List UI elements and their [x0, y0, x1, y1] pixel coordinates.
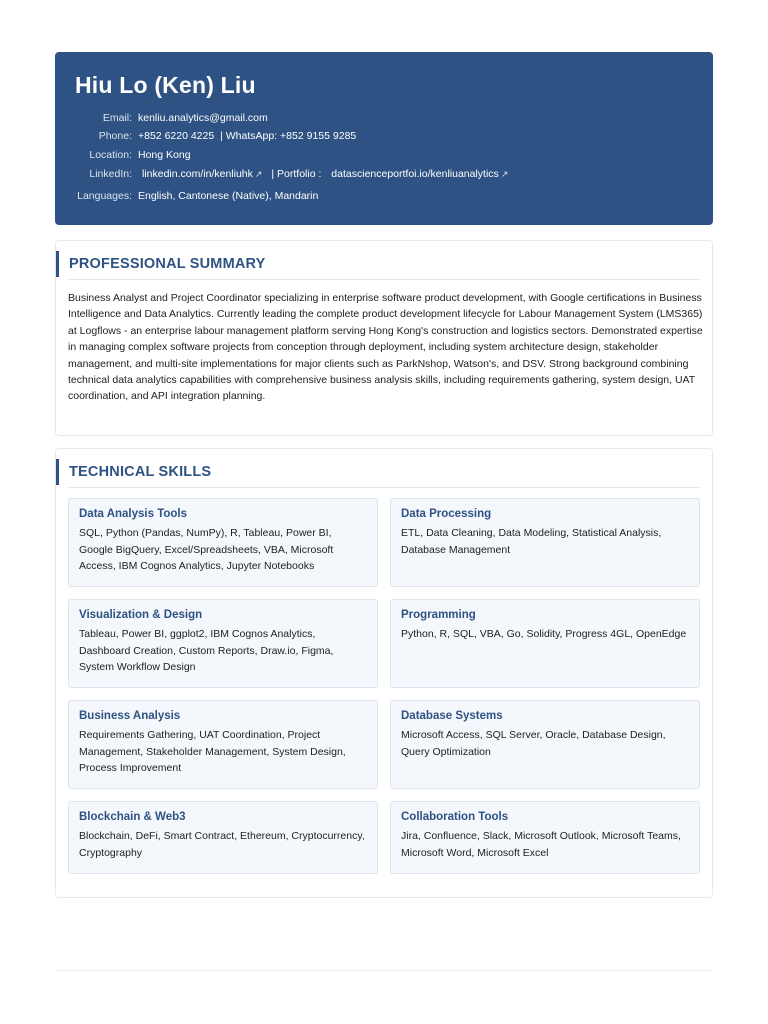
email-row — [55, 110, 268, 126]
skill-list: Blockchain, DeFi, Smart Contract, Ethereum, Cryptocurrency, Cryptography — [79, 830, 365, 859]
skill-card — [390, 801, 700, 874]
skill-category-title: Visualization & Design — [79, 609, 203, 621]
portfolio-link[interactable]: datascienceportfoi.io/kenliuanalytics — [331, 168, 499, 180]
location-label: Location: — [89, 149, 132, 161]
phone-label: Phone: — [98, 130, 132, 142]
languages-label: Languages: — [77, 190, 132, 202]
section-divider — [68, 487, 700, 488]
technical-skills-section — [55, 448, 713, 898]
skill-list: ETL, Data Cleaning, Data Modeling, Statistical Analysis, Database Management — [401, 527, 662, 556]
skill-category-title: Collaboration Tools — [401, 811, 509, 823]
location-row — [55, 147, 191, 163]
skill-category-title: Business Analysis — [79, 710, 181, 722]
external-link-icon: ↗ — [500, 169, 509, 179]
languages-row — [55, 188, 318, 204]
professional-summary-section — [55, 240, 713, 436]
skill-list: Microsoft Access, SQL Server, Oracle, Database Design, Query Optimization — [401, 729, 666, 758]
location-value: Hong Kong — [138, 149, 191, 161]
email-label: Email: — [102, 112, 132, 124]
skill-card — [68, 700, 378, 789]
section-title: TECHNICAL SKILLS — [56, 459, 211, 485]
whatsapp-value: | WhatsApp: +852 9155 9285 — [220, 130, 357, 142]
linkedin-link[interactable]: linkedin.com/in/kenliuhk — [142, 168, 253, 180]
section-divider — [68, 279, 700, 280]
linkedin-label: LinkedIn: — [89, 168, 132, 180]
section-title: PROFESSIONAL SUMMARY — [56, 251, 266, 277]
skill-category-title: Blockchain & Web3 — [79, 811, 186, 823]
skill-category-title: Data Processing — [401, 508, 492, 520]
languages-value: English, Cantonese (Native), Mandarin — [138, 190, 319, 202]
email-link[interactable]: kenliu.analytics@gmail.com — [138, 112, 268, 124]
skill-list: Tableau, Power BI, ggplot2, IBM Cognos Analytics, Dashboard Creation, Custom Reports, Draw.io, Figma, System Workflow Design — [79, 628, 334, 673]
skill-category-title: Programming — [401, 609, 476, 621]
skill-card — [390, 599, 700, 688]
skill-card — [68, 801, 378, 874]
skill-category-title: Data Analysis Tools — [79, 508, 188, 520]
skill-card — [390, 700, 700, 789]
skill-list: SQL, Python (Pandas, NumPy), R, Tableau, Power BI, Google BigQuery, Excel/Spreadsheets, VBA, Microsoft Access, IBM Cognos Analytics, Jupyter Notebooks — [79, 527, 334, 572]
skill-card — [68, 599, 378, 688]
skill-list: Jira, Confluence, Slack, Microsoft Outlook, Microsoft Teams, Microsoft Word, Microsoft Excel — [401, 830, 681, 859]
portfolio-label: | Portfolio : — [271, 168, 322, 180]
phone-value: +852 6220 4225 — [138, 130, 215, 142]
external-link-icon: ↗ — [254, 169, 263, 179]
skill-list: Requirements Gathering, UAT Coordination, Project Management, Stakeholder Management, System Design, Process Improvement — [79, 729, 346, 774]
skill-list: Python, R, SQL, VBA, Go, Solidity, Progress 4GL, OpenEdge — [401, 628, 687, 640]
phone-row — [55, 128, 356, 144]
skill-card — [390, 498, 700, 587]
linkedin-row — [55, 166, 508, 182]
skill-card — [68, 498, 378, 587]
candidate-name: Hiu Lo (Ken) Liu — [75, 72, 256, 98]
skill-category-title: Database Systems — [401, 710, 503, 722]
resume-header — [55, 52, 713, 225]
summary-paragraph: Business Analyst and Project Coordinator specializing in enterprise software product development, with Google certifications in Business Intelligence and Data Analytics. Currently leading the complete product development lifecycle for Labour Management System (LMS365) at Logflows - an enterprise labour management platform serving Hong Kong's construction and logistics sectors. Demonstrated expertise in managing complex software projects from conception through deployment, including system architecture design, stakeholder management, and multi-site implementations for major clients such as ParkNshop, Watson's, and DSV. Strong background combining technical data analytics capabilities with comprehensive business analysis skills, including requirements gathering, system design, UAT coordination, and API integration planning. — [68, 292, 703, 403]
footer-divider — [55, 970, 713, 971]
